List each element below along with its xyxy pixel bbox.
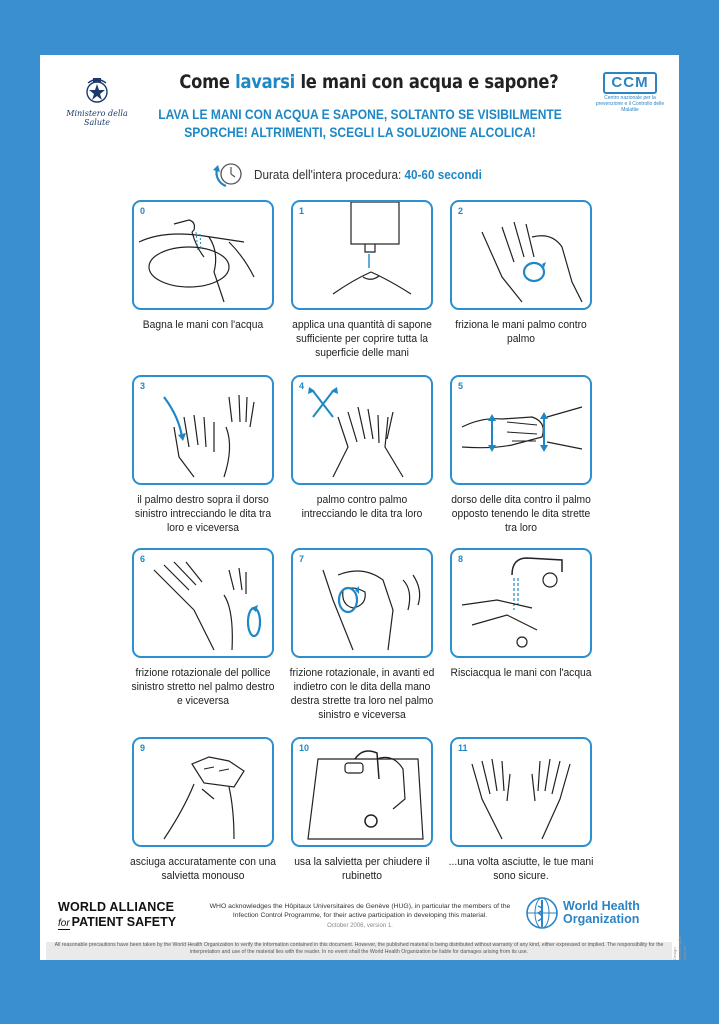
- who-emblem-icon: [525, 896, 559, 930]
- step-caption: ...una volta asciutte, le tue mani sono sicure.: [448, 856, 594, 882]
- step-caption: Bagna le mani con l'acqua: [142, 319, 264, 331]
- interlaced-back-icon: [134, 377, 272, 483]
- duration-label: [254, 167, 482, 182]
- step-caption: asciuga accuratamente con una salvietta monouso: [130, 856, 276, 882]
- backs-of-fingers-icon: [452, 377, 590, 483]
- emblem-icon: [82, 75, 112, 107]
- ccm-logo: [593, 72, 667, 113]
- alliance-patient-safety: PATIENT SAFETY: [71, 915, 177, 929]
- rinse-hands-icon: [452, 550, 590, 656]
- page-title: [179, 71, 559, 93]
- step-number: 6: [140, 554, 146, 564]
- duration-text: Durata dell'intera procedura:: [254, 166, 405, 182]
- duration-row: [208, 157, 507, 191]
- step-number: 5: [458, 381, 464, 391]
- design-credit: Design: mondofragilis network: [672, 936, 687, 960]
- ministero-logo: [54, 75, 140, 127]
- step-frame: [291, 200, 433, 310]
- version: October 2006, version 1.: [327, 923, 393, 929]
- step-7: [291, 548, 433, 722]
- step-number: 8: [458, 554, 464, 564]
- step-2: [450, 200, 592, 346]
- step-3: [132, 375, 274, 535]
- step-number: 7: [299, 554, 305, 564]
- alliance-for: for: [58, 918, 70, 929]
- step-frame: [132, 200, 274, 310]
- step-frame: [132, 548, 274, 658]
- step-frame: [132, 375, 274, 485]
- step-caption: friziona le mani palmo contro palmo: [455, 319, 587, 345]
- step-number: 0: [140, 206, 146, 216]
- step-caption: dorso delle dita contro il palmo opposto tenendo le dita strette tra loro: [451, 494, 591, 534]
- alliance-line1: WORLD ALLIANCE: [58, 900, 175, 914]
- step-11: [450, 737, 592, 883]
- ccm-text: Centro nazionale per la prevenzione e il Controllo delle Malattie: [595, 95, 665, 113]
- ministry-caption: Ministero della Salute: [66, 109, 128, 127]
- title-highlight: lavarsi: [235, 71, 296, 93]
- close-tap-icon: [293, 739, 431, 845]
- wet-hands-icon: [134, 202, 272, 308]
- step-caption: usa la salvietta per chiudere il rubinetto: [294, 856, 430, 882]
- footer: [40, 890, 687, 960]
- step-frame: [132, 737, 274, 847]
- step-number: 3: [140, 381, 146, 391]
- who-name: [563, 900, 640, 926]
- stopwatch-icon: [208, 159, 246, 189]
- interlaced-palms-icon: [293, 377, 431, 483]
- step-caption: applica una quantità di sapone sufficiente per coprire tutta la superficie delle mani: [292, 319, 432, 359]
- soap-dispenser-icon: [293, 202, 431, 308]
- step-frame: [450, 548, 592, 658]
- subtitle: LAVA LE MANI CON ACQUA E SAPONE, SOLTANTO SE VISIBILMENTE SPORCHE! ALTRIMENTI, SCEGLI LA SOLUZIONE ALCOLICA!: [158, 106, 562, 140]
- fingertips-rotation-icon: [293, 550, 431, 656]
- step-4: [291, 375, 433, 521]
- step-8: [450, 548, 592, 680]
- step-caption: frizione rotazionale, in avanti ed indietro con le dita della mano destra strette tra loro nel palmo sinistro e viceversa: [289, 667, 435, 721]
- step-caption: frizione rotazionale del pollice sinistro stretto nel palmo destro e viceversa: [131, 667, 275, 707]
- title-pre: Come: [179, 71, 236, 93]
- dry-towel-icon: [134, 739, 272, 845]
- step-number: 1: [299, 206, 305, 216]
- step-number: 11: [458, 743, 468, 753]
- palm-to-palm-icon: [452, 202, 590, 308]
- step-frame: [291, 737, 433, 847]
- step-number: 4: [299, 381, 305, 391]
- step-5: [450, 375, 592, 535]
- step-1: [291, 200, 433, 360]
- acknowledgement: WHO acknowledges the Hôpitaux Universitaires de Genève (HUG), in particular the members of the Infection Control Programme, for their active participation in developing this material.: [209, 903, 511, 919]
- step-frame: [450, 375, 592, 485]
- step-9: [132, 737, 274, 883]
- alliance-line2: [58, 915, 176, 929]
- who-line2: Organization: [563, 912, 640, 926]
- step-6: [132, 548, 274, 708]
- step-caption: il palmo destro sopra il dorso sinistro intrecciando le dita tra loro e viceversa: [134, 494, 272, 534]
- clean-hands-icon: [452, 739, 590, 845]
- thumb-rotation-icon: [134, 550, 272, 656]
- step-caption: palmo contro palmo intrecciando le dita tra loro: [301, 494, 423, 520]
- who-line1: World Health: [563, 899, 640, 913]
- ccm-mark: CCM: [603, 72, 656, 94]
- poster-sheet: [40, 55, 687, 960]
- world-alliance-logo: [58, 900, 176, 929]
- step-number: 9: [140, 743, 146, 753]
- step-0: [132, 200, 274, 332]
- step-frame: [291, 375, 433, 485]
- disclaimer: All reasonable precautions have been taken by the World Health Organization to verify the information contained in this document. However, the published material is being distributed without warranty of any kind, either expressed or implied. The responsibility for the interpretation and use of the material lies with the reader. In no event shall the World Health Organization be liable for damages arising from its use.: [46, 942, 672, 960]
- step-number: 10: [299, 743, 310, 753]
- step-frame: [450, 200, 592, 310]
- step-frame: [291, 548, 433, 658]
- step-10: [291, 737, 433, 883]
- step-caption: Risciacqua le mani con l'acqua: [450, 667, 592, 679]
- step-number: 2: [458, 206, 464, 216]
- who-logo: [525, 896, 640, 930]
- step-frame: [450, 737, 592, 847]
- title-post: le mani con acqua e sapone?: [295, 71, 559, 93]
- duration-value: 40-60 secondi: [404, 166, 482, 182]
